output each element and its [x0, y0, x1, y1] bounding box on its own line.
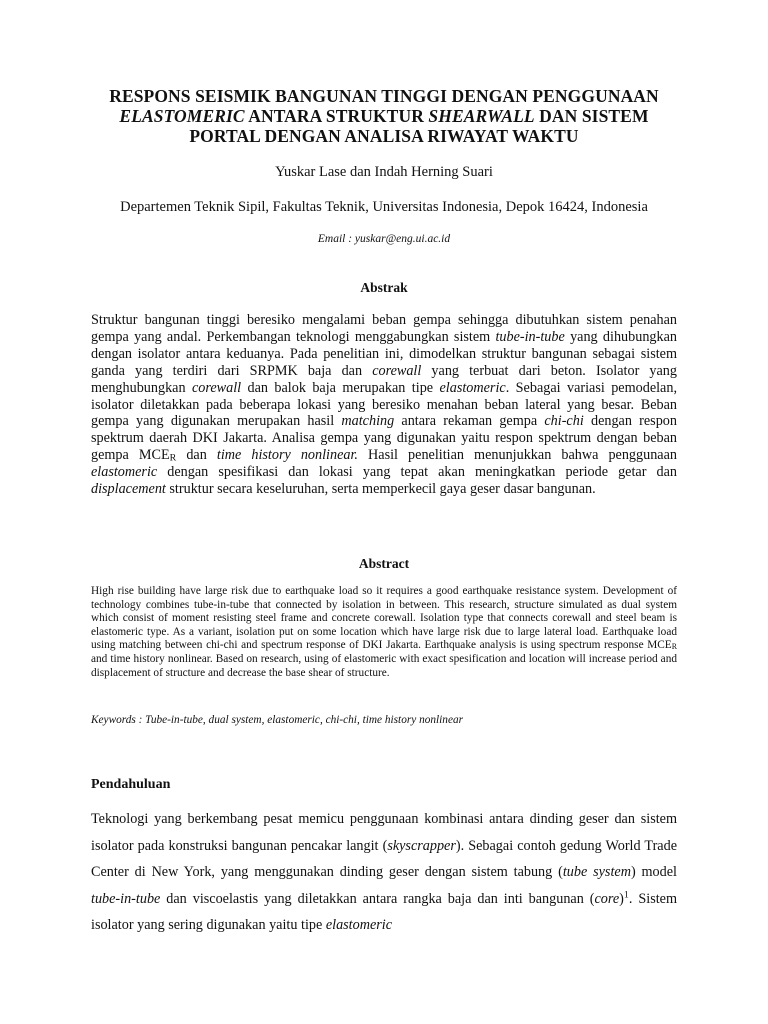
email: Email : yuskar@eng.ui.ac.id [317, 233, 451, 245]
abstract-heading: Abstract [358, 556, 410, 571]
footnote-ref: 1 [623, 889, 629, 901]
section-heading-pendahuluan: Pendahuluan [91, 777, 171, 792]
abstract-body: High rise building have large risk due to earthquake load so it requires a good earthquake resistance system. Development of technology combines tube-in-tube that connected by isolation in between. This research, structure simulated as dual system which consist of moment resisting steel frame and concrete corewall. Isolation type that connects corewall and steel beam is elastomeric type. As a variant, isolation put on some location which have large risk due to large lateral load. Earthquake load using matching between chi-chi and spectrum response of DKI Jakarta. Earthquake analysis is using spectrum response $MCE_R$ and time history nonlinear. Based on research, using of elastomeric with exact spesification and location will increase period and displacement of structure and decrease the base shear of structure. [91, 585, 677, 679]
abstrak-heading: Abstrak [360, 280, 408, 295]
title-line-1: RESPONS SEISMIK BANGUNAN TINGGI DENGAN PENGGUNAAN [109, 86, 659, 106]
title-line-2: ELASTOMERIC ANTARA STRUKTUR SHEARWALL DAN SISTEM [119, 106, 649, 126]
abstrak-body: Struktur bangunan tinggi beresiko mengalami beban gempa sehingga dibutuhkan sistem penahan gempa yang andal. Perkembangan teknologi menggabungkan sistem tube-in-tube yang dihubungkan dengan isolator antara keduanya. Pada penelitian ini, dimodelkan struktur bangunan sebagai sistem ganda yang terdiri dari SRPMK baja dan corewall yang terbuat dari beton. Isolator yang menghubungkan corewall dan balok baja merupakan tipe elastomeric. Sebagai variasi pemodelan, isolator diletakkan pada beberapa lokasi yang beresiko menahan beban lateral yang besar. Beban gempa yang digunakan merupakan hasil matching antara rekaman gempa chi-chi dengan respon spektrum daerah DKI Jakarta. Analisa gempa yang digunakan yaitu respon spektrum dengan beban gempa $MCE_R$ dan time history nonlinear. Hasil penelitian menunjukkan bahwa penggunaan elastomeric dengan spesifikasi dan lokasi yang tepat akan meningkatkan periode getar dan displacement struktur secara keseluruhan, serta memperkecil gaya geser dasar bangunan. [91, 312, 677, 498]
paper-title [60, 86, 708, 146]
title-line-3: PORTAL DENGAN ANALISA RIWAYAT WAKTU [189, 126, 579, 146]
title-italic-term: ELASTOMERIC [119, 106, 245, 126]
affiliation: Departemen Teknik Sipil, Fakultas Teknik, Universitas Indonesia, Depok 16424, Indonesia [120, 199, 648, 215]
authors: Yuskar Lase dan Indah Herning Suari [275, 164, 493, 180]
pendahuluan-body: Teknologi yang berkembang pesat memicu penggunaan kombinasi antara dinding geser dan sistem isolator pada konstruksi bangunan pencakar langit (skyscrapper). Sebagai contoh gedung World Trade Center di New York, yang menggunakan dinding geser dengan sistem tabung (tube system) model tube-in-tube dan viscoelastis yang diletakkan antara rangka baja dan inti bangunan (core)$^1$. Sistem isolator yang sering digunakan yaitu tipe elastomeric [91, 811, 677, 933]
title-italic-term: SHEARWALL [428, 106, 535, 126]
keywords: Keywords : Tube-in-tube, dual system, elastomeric, chi-chi, time history nonlinear [91, 714, 464, 726]
